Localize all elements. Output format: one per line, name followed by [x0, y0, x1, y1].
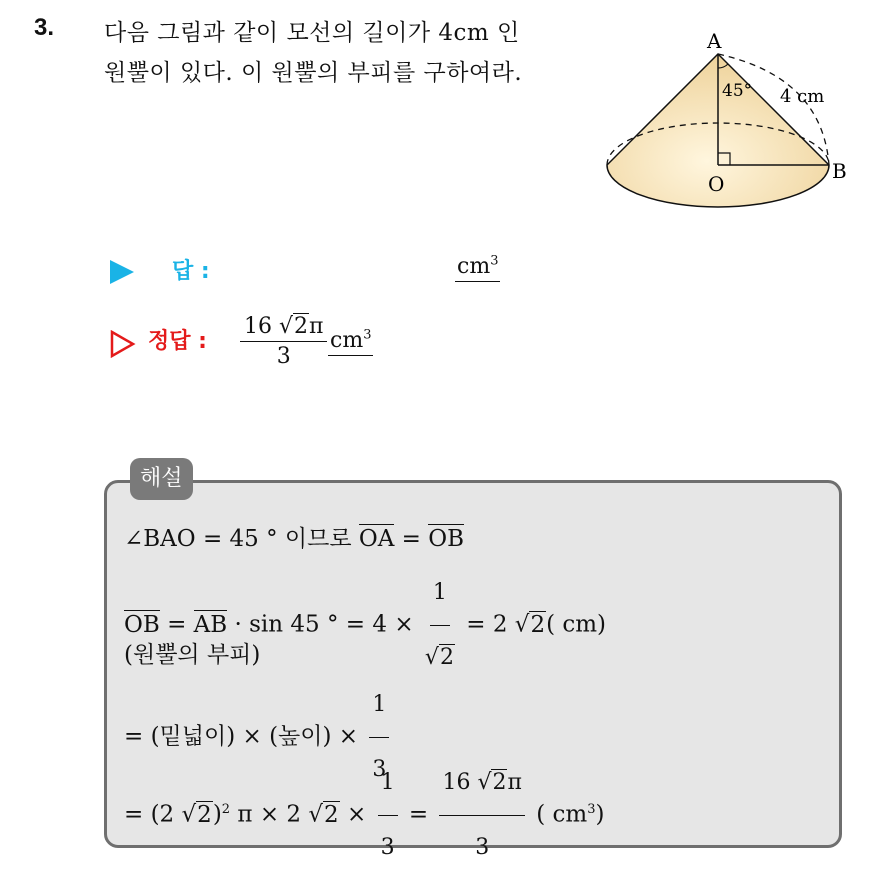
cone-figure — [600, 22, 870, 222]
solution-line-2: OB = AB · sin 45 ° = 4 × $\frac{1}{√2}$ = 2 √2( cm) — [124, 562, 606, 689]
solution-line-3: (원뿔의 부피) — [124, 642, 261, 668]
question-text-line1: 다음 그림과 같이 모선의 길이가 4cm 인 — [104, 20, 520, 46]
answer-label: 답 : — [172, 259, 210, 284]
solution-line-1: ∠BAO = 45 ° 이므로 OA = OB — [124, 526, 465, 552]
correct-marker-icon — [110, 330, 136, 358]
solution-line-4: = (밑넓이) × (높이) × $\frac{1}{3}$ — [124, 674, 393, 801]
answer-marker-icon — [110, 260, 134, 284]
question-number: 3. — [34, 14, 55, 41]
correct-unit: $cm^3$ — [328, 328, 373, 353]
correct-label: 정답 : — [148, 329, 207, 354]
solution-line-5: = (2 √2)$^2$ π × 2 √2 × $\frac{1}{3}$ = $\frac{16 √2\pi}{3}$ ( $cm^3$) — [124, 752, 605, 879]
label-a: A — [707, 29, 722, 53]
answer-unit: $cm^3$ — [455, 254, 500, 279]
solution-tab: 해설 — [130, 458, 193, 500]
question-text-line2: 원뿔이 있다. 이 원뿔의 부피를 구하여라. — [104, 60, 523, 86]
angle-label: 45° — [722, 81, 753, 101]
length-label: 4 cm — [780, 86, 825, 107]
correct-value: $\frac{16 √2\pi}{3}$ — [240, 314, 327, 369]
label-o: O — [708, 172, 725, 196]
label-b: B — [832, 159, 847, 183]
